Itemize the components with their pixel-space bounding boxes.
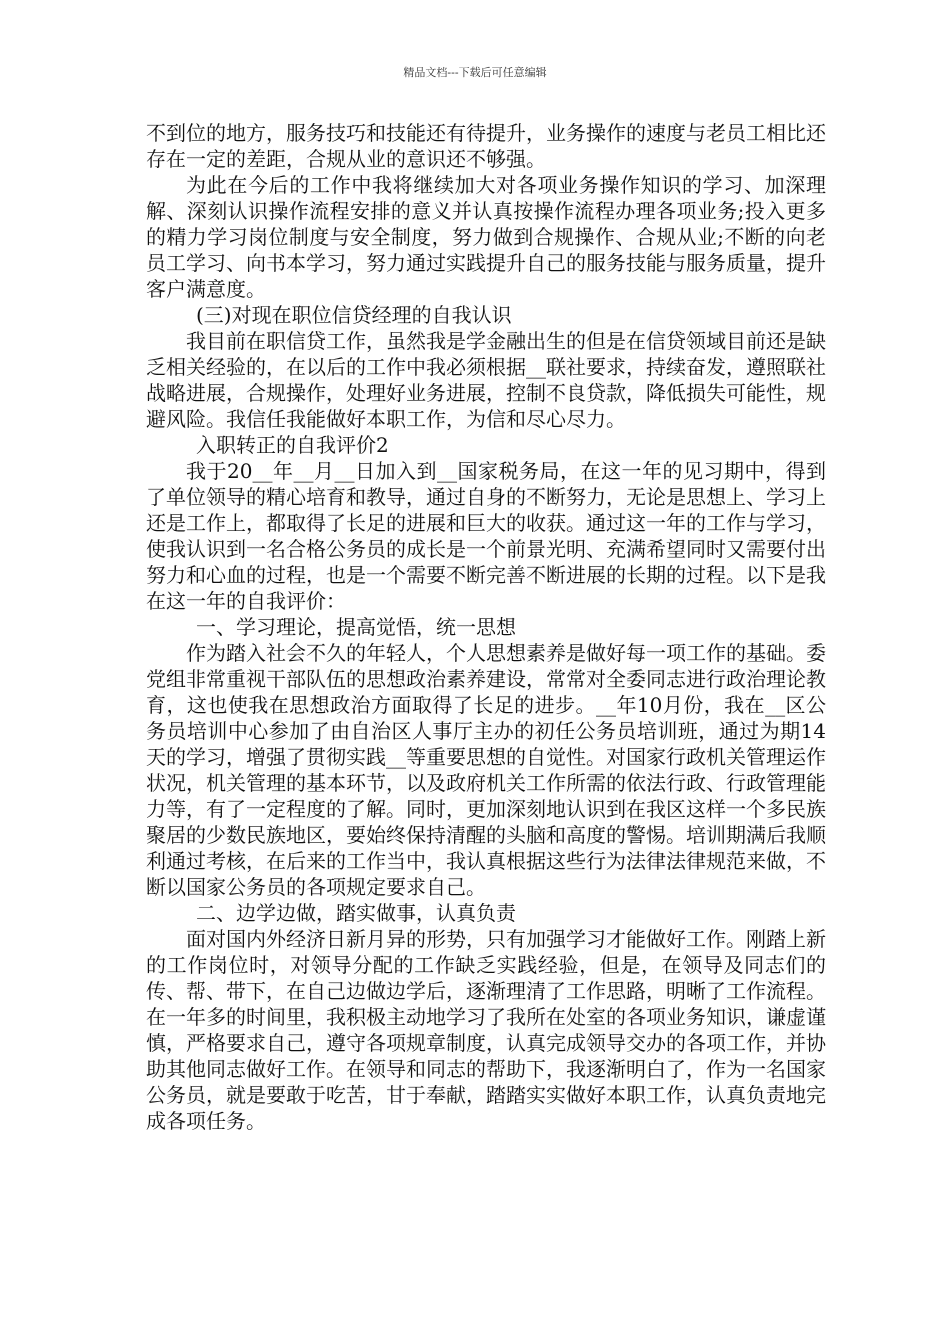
paragraph-intro: 我于20__年__月__日加入到__国家税务局，在这一年的见习期中，得到了单位领导的精心培育和教导，通过自身的不断努力，无论是思想上、学习上还是工作上，都取得了长足的进展和巨大的收获。通过这一年的工作与学习，使我认识到一名合格公务员的成长是一个前景光明、充满希望同时又需要付出努力和心血的过程，也是一个需要不断完善不断进展的长期的过程。以下是我在这一年的自我评价：: [146, 459, 826, 613]
paragraph-study-theory: 作为踏入社会不久的年轻人，个人思想素养是做好每一项工作的基础。委党组非常重视干部队伍的思想政治素养建设，常常对全委同志进行政治理论教育，这也使我在思想政治方面取得了长足的进步。__年10月份，我在__区公务员培训中心参加了由自治区人事厅主办的初任公务员培训班，通过为期14天的学习，增强了贯彻实践__等重要思想的自觉性。对国家行政机关管理运作状况，机关管理的基本环节，以及政府机关工作所需的依法行政、行政管理能力等，有了一定程度的了解。同时，更加深刻地认识到在我区这样一个多民族聚居的少数民族地区，要始终保持清醒的头脑和高度的警惕。培训期满后我顺利通过考核，在后来的工作当中，我认真根据这些行为法律法律规范来做，不断以国家公务员的各项规定要求自己。: [146, 641, 826, 899]
paragraph-credit-role: 我目前在职信贷工作，虽然我是学金融出生的但是在信贷领域目前还是缺乏相关经验的，在以后的工作中我必须根据__联社要求，持续奋发，遵照联社战略进展，合规操作，处理好业务进展，控制不良贷款，降低损失可能性，规避风险。我信任我能做好本职工作，为信和尽心尽力。: [146, 329, 826, 431]
article-title-2: 入职转正的自我评价2: [196, 433, 389, 457]
document-body: [146, 120, 826, 1134]
paragraph-continuation: 不到位的地方，服务技巧和技能还有待提升，业务操作的速度与老员工相比还存在一定的差距，合规从业的意识还不够强。: [146, 121, 826, 171]
paragraph-improvement-plan: 为此在今后的工作中我将继续加大对各项业务操作知识的学习、加深理解、深刻认识操作流程安排的意义并认真按操作流程办理各项业务;投入更多的精力学习岗位制度与安全制度，努力做到合规操作、合规从业;不断的向老员工学习、向书本学习，努力通过实践提升自己的服务技能与服务质量，提升客户满意度。: [146, 173, 826, 301]
section-heading-1: 一、学习理论，提高觉悟，统一思想: [196, 615, 516, 639]
section-heading-self-awareness: (三)对现在职位信贷经理的自我认识: [196, 303, 512, 327]
paragraph-learn-by-doing: 面对国内外经济日新月异的形势，只有加强学习才能做好工作。刚踏上新的工作岗位时，对领导分配的工作缺乏实践经验，但是，在领导及同志们的传、帮、带下，在自己边做边学后，逐渐理清了工作思路，明晰了工作流程。在一年多的时间里，我积极主动地学习了我所在处室的各项业务知识，谦虚谨慎，严格要求自己，遵守各项规章制度，认真完成领导交办的各项工作，并协助其他同志做好工作。在领导和同志的帮助下，我逐渐明白了，作为一名国家公务员，就是要敢于吃苦，甘于奉献，踏踏实实做好本职工作，认真负责地完成各项任务。: [146, 927, 826, 1133]
section-heading-2: 二、边学边做，踏实做事，认真负责: [196, 901, 516, 925]
page-header-watermark: 精品文档---下载后可任意编辑: [403, 66, 547, 79]
